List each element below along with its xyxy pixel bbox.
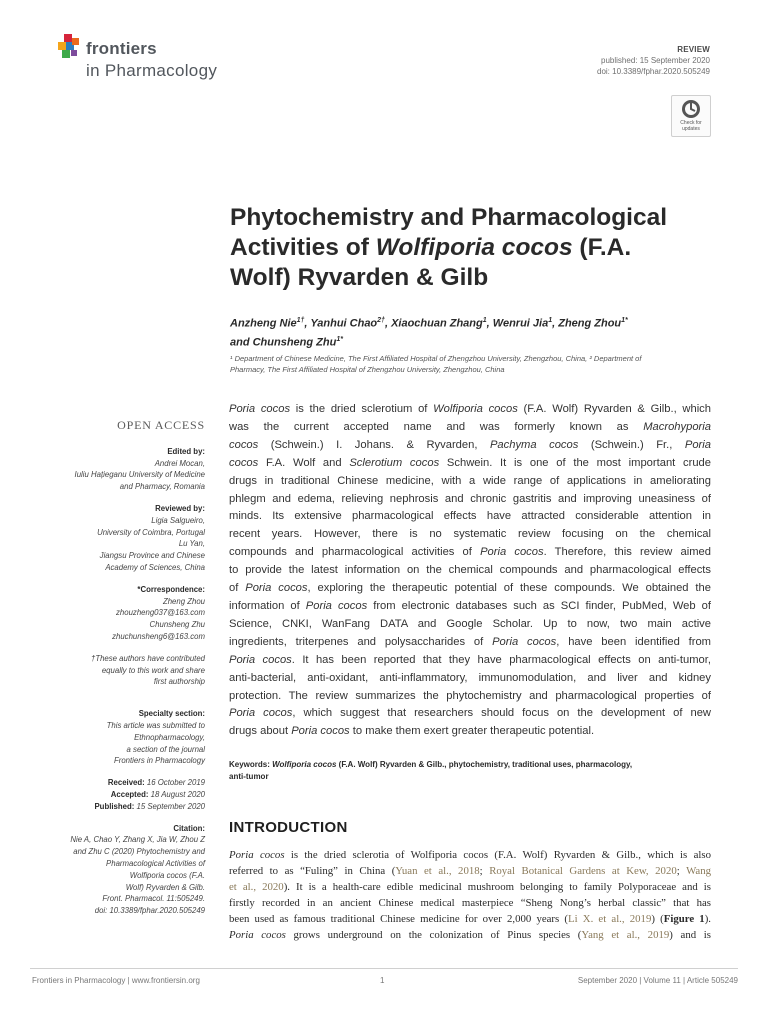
dates-block: Received: 16 October 2019 Accepted: 18 August 2020 Published: 15 September 2020 xyxy=(94,778,205,811)
reference-link[interactable]: Yang et al., 2019 xyxy=(581,928,670,941)
article-meta xyxy=(597,44,710,77)
author-name[interactable]: , Yanhui Chao xyxy=(304,317,378,330)
journal-name: in Pharmacology xyxy=(86,61,218,80)
frontiers-logo-icon xyxy=(58,34,82,60)
section-heading-introduction: INTRODUCTION xyxy=(229,819,348,836)
reference-link[interactable]: Yuan et al., 2018 xyxy=(395,864,480,877)
specialty-section-block: Specialty section: This article was submitted to Ethnopharmacology, a section of the journal Frontiers in Pharmacology xyxy=(106,709,205,766)
open-access-label: OPEN ACCESS xyxy=(117,418,205,432)
published-date: published: 15 September 2020 xyxy=(601,56,710,65)
email-link[interactable]: zhouzheng037@163.com xyxy=(116,608,205,618)
author-list: Anzheng Nie$^{1\dagger}$, Yanhui Chao$^{2\dagger}$, Xiaochuan Zhang$^1$, Wenrui Jia$^1$, Zheng Zhou$^{1*}$ and Chunsheng Zhu$^{1*}$ xyxy=(230,317,628,349)
reference-link[interactable]: Li X. et al., 2019 xyxy=(568,912,652,925)
introduction-body: Poria cocos is the dried sclerotia of Wolfiporia cocos (F.A. Wolf) Ryvarden & Gilb., which is also referred to as “Fuling” in China (Yuan et al., 2018; Royal Botanical Gardens at Kew, 2020; Wang et al., 2020). It is a health-care edible medicinal mushroom belonging to family Polyporaceae and is firstly recorded in an ancient Chinese medical masterpiece “Sheng Nong’s herbal classic” that has been used as famous traditional Chinese medicine for over 2,000 years (Li X. et al., 2019) (Figure 1). Poria cocos grows underground on the colonization of Pinus species (Yang et al., 2019) and is xyxy=(229,849,712,941)
author-name[interactable]: , Zheng Zhou xyxy=(552,317,622,330)
footer-divider xyxy=(30,968,738,969)
journal-logo[interactable] xyxy=(58,34,248,84)
equal-contribution-note: †These authors have contributed equally to this work and share first authorship xyxy=(91,653,205,687)
citation-block: Citation: Nie A, Chao Y, Zhang X, Jia W, Zhou Z and Zhu C (2020) Phytochemistry and Pharmacological Activities of Wolfiporia cocos (F.A. Wolf) Ryvarden & Gilb. Front. Pharmacol. 11:505249. doi: 10.3389/fphar.2020.505249 xyxy=(40,823,205,917)
article-type: REVIEW xyxy=(677,45,710,54)
article-doi[interactable]: doi: 10.3389/fphar.2020.505249 xyxy=(597,67,710,76)
reference-link[interactable]: et al., 2020 xyxy=(229,880,284,893)
keywords: Keywords: Wolfiporia cocos (F.A. Wolf) Ryvarden & Gilb., phytochemistry, traditional uses, pharmacology, anti-tumor xyxy=(229,760,633,781)
article-title: Phytochemistry and Pharmacological Activities of Wolfiporia cocos (F.A. Wolf) Ryvarden & Gilb xyxy=(230,204,668,291)
reference-link[interactable]: Royal Botanical Gardens at Kew, 2020 xyxy=(489,864,677,877)
page-number: 1 xyxy=(380,976,385,985)
reviewed-by-block: Reviewed by: Ligia Salgueiro, University of Coimbra, Portugal Lu Yan, Jiangsu Province and Chinese Academy of Sciences, China xyxy=(97,503,205,572)
affiliations: ¹ Department of Chinese Medicine, The First Affiliated Hospital of Zhengzhou University, Zhengzhou, China, ² Department of Pharmacy, The First Affiliated Hospital of Zhengzhou University, Zhengzhou, China xyxy=(230,354,642,374)
author-name[interactable]: , Wenrui Jia xyxy=(486,317,549,330)
email-link[interactable]: zhuchunsheng6@163.com xyxy=(112,631,205,641)
correspondence-block: *Correspondence: Zheng Zhou zhouzheng037@163.com Chunsheng Zhu zhuchunsheng6@163.com xyxy=(40,584,205,643)
brand-name: frontiers xyxy=(86,39,157,58)
check-for-updates-button[interactable] xyxy=(671,95,711,137)
check-updates-icon xyxy=(681,99,701,119)
abstract: Poria cocos is the dried sclerotium of Wolfiporia cocos (F.A. Wolf) Ryvarden & Gilb., which was the current accepted name and was formerly known as Macrohyporia cocos (Schwein.) I. Johans. & Ryvarden, Pachyma cocos (Schwein.) Fr., Poria cocos F.A. Wolf and Sclerotium cocos Schwein. It is one of the most important crude drugs in traditional Chinese medicine, with a wide range of applications in ameliorating phlegm and edema, relieving nephrosis and chronic gastritis and improving uneasiness of minds. Its extensive pharmacological effects have attracted considerable attention in recent years. However, there is no systematic review focusing on the chemical compounds and pharmacological activities of Poria cocos. Therefore, this review aimed to provide the latest information on the chemical compounds and pharmacological effects of Poria cocos, exploring the therapeutic potential of these compounds. We obtained the information of Poria cocos from electronic databases such as SCI finder, PubMed, Web of Science, CNKI, WanFang DATA and Google Scholar. Up to now, two main active ingredients, triterpenes and polysaccharides of Poria cocos, have been identified from Poria cocos. It has been reported that they have pharmacological effects on anti-tumor, anti-bacterial, anti-oxidant, anti-inflammatory, immunomodulation, and liver and kidney protection. The review summarizes the phytochemistry and pharmacological properties of Poria cocos, which suggest that researchers should focus on the development of new drugs about Poria cocos to make them exert greater therapeutic potential. xyxy=(229,403,712,738)
footer-issue-info: September 2020 | Volume 11 | Article 505249 xyxy=(577,976,738,985)
check-updates-label: Check for updates xyxy=(680,120,702,132)
author-name[interactable]: Anzheng Nie xyxy=(230,317,297,330)
figure-link[interactable]: Figure 1 xyxy=(663,912,705,925)
author-name[interactable]: , Xiaochuan Zhang xyxy=(384,317,483,330)
reference-link[interactable]: Wang xyxy=(686,864,712,877)
author-name[interactable]: and Chunsheng Zhu xyxy=(230,336,337,349)
edited-by-block: Edited by: Andrei Mocan, Iuliu Hațieganu University of Medicine and Pharmacy, Romania xyxy=(74,446,205,492)
footer-journal-link[interactable]: Frontiers in Pharmacology | www.frontiersin.org xyxy=(32,976,200,985)
citation-doi-link[interactable]: doi: 10.3389/fphar.2020.505249 xyxy=(94,906,205,916)
article-info-sidebar xyxy=(40,420,205,927)
